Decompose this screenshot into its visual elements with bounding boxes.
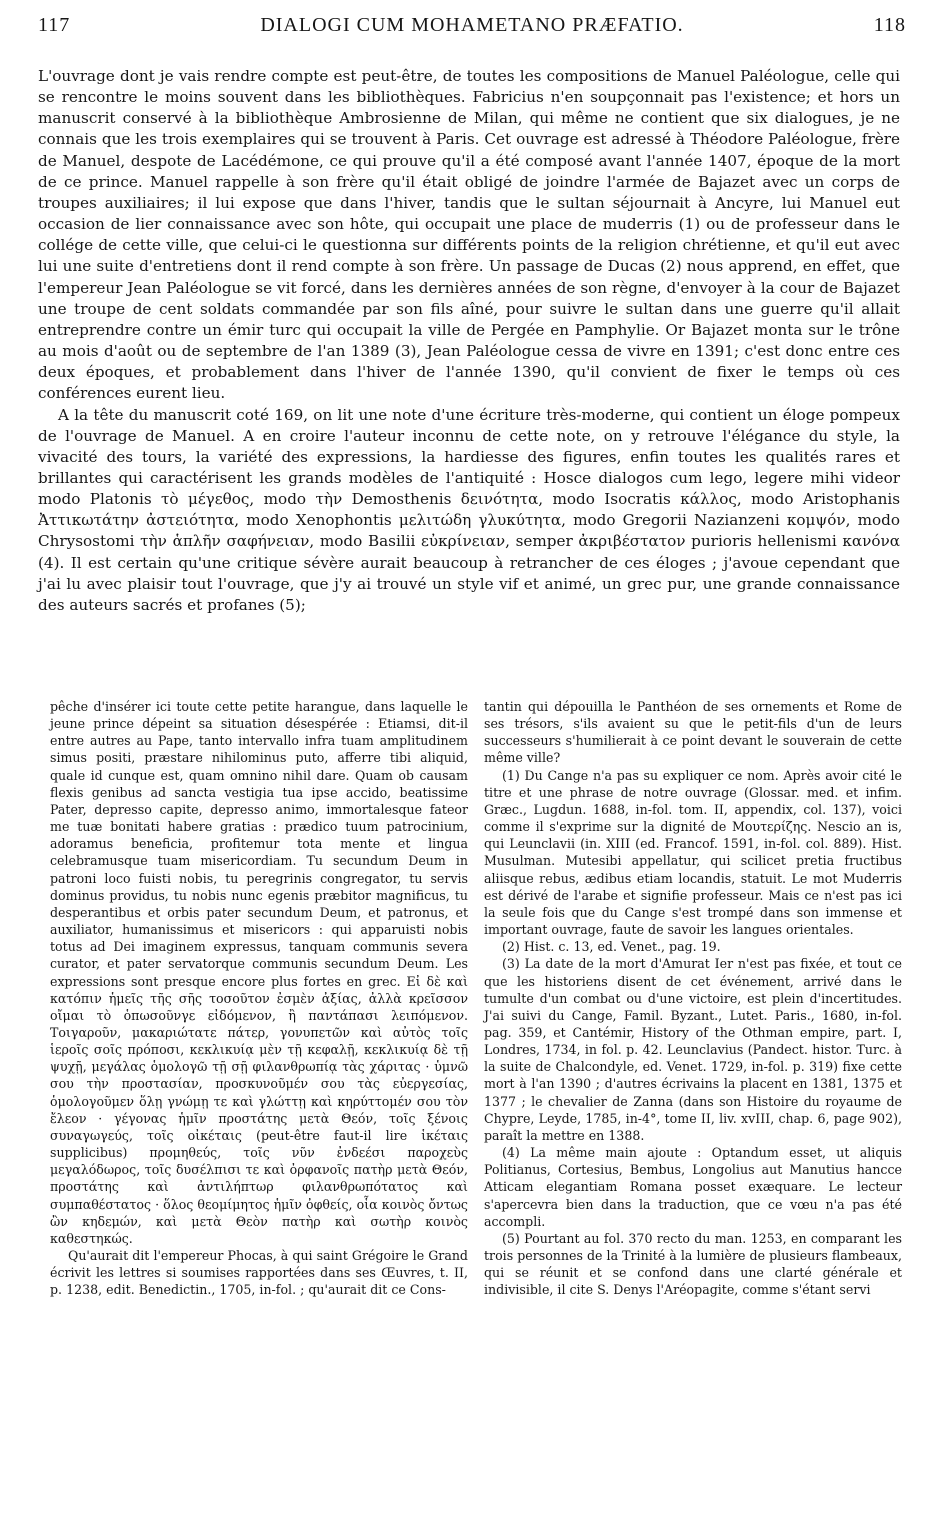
footnote-3: (3) La date de la mort d'Amurat Ier n'est pas fixée, et tout ce que les historiens disent de cet événement, arrivé dans le tumulte d'un combat ou d'une victoire, est plein d'incertitudes. J'ai suivi du Cange, Famil. Byzant., Lutet. Paris., 1680, in-fol. pag. 359, et Cantémir, History of the Othman empire, part. I, Londres, 1734, in fol. p. 42. Leunclavius (Pandect. histor. Turc. à la suite de Chalcondyle, ed. Venet. 1729, in-fol. p. 319) fixe cette mort à l'an 1390 ; d'autres écrivains la placent en 1381, 1375 et 1377 ; le chevalier de Zanna (dans son Histoire du royaume de Chypre, Leyde, 1785, in-4°, tome II, liv. xvIII, chap. 6, page 902), paraît la mettre en 1388. [484,956,902,1143]
footnote-5: (5) Pourtant au fol. 370 recto du man. 1253, en comparant les trois personnes de la Trinité à la lumière de plusieurs flambeaux, qui se réunit et se confond dans une clarté générale et indivisible, il cite S. Denys l'Aréopagite, comme s'étant servi [484,1230,902,1298]
right-page-number: 118 [873,14,906,36]
left-column-paragraph: Qu'aurait dit l'empereur Phocas, à qui saint Grégoire le Grand écrivit les lettres si soumises rapportées dans ses Œuvres, t. II, p. 1238, edit. Benedictin., 1705, in-fol. ; qu'aurait dit ce Cons- [50,1248,468,1298]
left-column [50,698,468,1298]
running-title: DIALOGI CUM MOHAMETANO PRÆFATIO. [260,14,684,36]
right-column [484,698,902,1298]
right-column-paragraph: tantin qui dépouilla le Panthéon de ses ornements et Rome de ses trésors, s'ils avaient su que le petit-fils d'un de leurs successeurs s'humilierait à ce point devant le souverain de cette même ville? [484,699,902,766]
footnote-4: (4) La même main ajoute : Optandum esset, ut aliquis Politianus, Cortesius, Bembus, Longolius aut Manutius hancce Atticam elegantiam Romana posset exæquare. Le lecteur s'apercevra bien dans la traduction, que ce vœu n'a pas été accompli. [484,1145,902,1229]
intro-paragraph: L'ouvrage dont je vais rendre compte est peut-être, de toutes les compositions de Manuel Paléologue, celle qui se rencontre le moins souvent dans les bibliothèques. Fabricius n'en soupçonnait pas l'existence; et hors un manuscrit conservé à la bibliothèque Ambrosienne de Milan, qui même ne contient que six dialogues, je ne connais que les trois exemplaires qui se trouvent à Paris. Cet ouvrage est adressé à Théodore Paléologue, frère de Manuel, despote de Lacédémone, ce qui prouve qu'il a été composé avant l'année 1407, époque de la mort de ce prince. Manuel rappelle à son frère qu'il était obligé de joindre l'armée de Bajazet avec un corps de troupes auxiliaires; il lui expose que dans l'hiver, tandis que le sultan séjournait à Ancyre, lui Manuel eut occasion de lier connaissance avec son hôte, qui occupait une place de muderris (1) ou de professeur dans le collége de cette ville, que celui-ci le questionna sur différents points de la religion chrétienne, et qu'il eut avec lui une suite d'entretiens dont il rend compte à son frère. Un passage de Ducas (2) nous apprend, en effet, que l'empereur Jean Paléologue se vit forcé, dans les dernières années de son règne, d'envoyer à la cour de Bajazet une troupe de cent soldats commandée par son fils aîné, pour suivre le sultan dans une guerre qu'il allait entreprendre contre un émir turc qui occupait la ville de Pergée en Pamphylie. Or Bajazet monta sur le trône au mois d'août ou de septembre de l'an 1389 (3), Jean Paléologue cessa de vivre en 1391; c'est donc entre ces deux époques, et probablement dans l'hiver de l'année 1390, qu'il convient de fixer le temps où ces conférences eurent lieu. [38,67,900,403]
intro-paragraph: A la tête du manuscrit coté 169, on lit une note d'une écriture très-moderne, qui contient un éloge pompeux de l'ouvrage de Manuel. A en croire l'auteur inconnu de cette note, on y retrouve l'élégance du style, la vivacité des tours, la variété des expressions, la hardiesse des figures, enfin toutes les qualités rares et brillantes qui caractérisent les grands modèles de l'antiquité : Hosce dialogos cum lego, legere mihi videor modo Platonis τὸ μέγεθος, modo τὴν Demosthenis δεινότητα, modo Isocratis κάλλος, modo Aristophanis Ἀττικωτάτην ἀστειότητα, modo Xenophontis μελιτώδη γλυκύτητα, modo Gregorii Nazianzeni κομψόν, modo Chrysostomi τὴν ἁπλῆν σαφήνειαν, modo Basilii εὐκρίνειαν, semper ἀκριβέστατον purioris hellenismi κανόνα (4). Il est certain qu'une critique sévère aurait beaucoup à retrancher de ces éloges ; j'avoue cependant que j'ai lu avec plaisir tout l'ouvrage, que j'y ai trouvé un style vif et animé, un grec pur, une grande connaissance des auteurs sacrés et profanes (5); [38,405,900,614]
left-column-paragraph: pêche d'insérer ici toute cette petite harangue, dans laquelle le jeune prince dépeint sa situation désespérée : Etiamsi, dit-il entre autres au Pape, tanto intervallo infra tuam amplitudinem simus positi, præstare nihilominus puto, afferre tibi aliquid, quale id cunque est, quam omnino nihil dare. Quam ob causam flexis genibus ad sancta vestigia tua ipse accido, beatissime Pater, depresso capite, depresso animo, immortalesque fateor me tuæ bonitati habere gratias : prædico tuum patrocinium, adoramus beneficia, profitemur tota mente et lingua celebramusque tuam misericordiam. Tu secundum Deum in patroni loco fuisti nobis, tu peregrinis congregator, tu servis dominus providus, tu nobis nunc egenis præbitor magnificus, tu desperantibus et orbis pater secundum Deum, et patronus, et auxiliator, humanissimus et misericors : qui apparuisti nobis totus ad Dei imaginem expressus, tanquam communis severa curator, et pater servatorque communis secundum Deum. Les expressions sont presque encore plus fortes en grec. Εἰ δὲ καὶ κατόπιν ἡμεῖς τῆς σῆς τοσοῦτον ἐσμὲν ἀξίας, ἀλλὰ κρεῖσσον οἴμαι τὸ ὁπωσοῦνγε εἰδόμενον, ἢ παντάπασι λειπόμενον. Τοιγαροῦν, μακαριώτατε πάτερ, γονυπετῶν καὶ αὐτὸς τοῖς ἱεροῖς σοῖς πρόποσι, κεκλικυίᾳ μὲν τῇ κεφαλῇ, κεκλικυίᾳ δὲ τῇ ψυχῇ, μεγάλας ὁμολογῶ τῇ σῇ φιλανθρωπίᾳ τὰς χάριτας · ὑμνῶ σου τὴν προστασίαν, προσκυνοῦμέν σου τὰς εὐεργεσίας, ὁμολογοῦμεν ὅλῃ γνώμῃ τε καὶ γλώττῃ καὶ κηρύττομέν σου τὸν ἔλεον · γέγονας ἡμῖν προστάτης μετὰ Θεόν, τοῖς ξένοις συναγωγεύς, τοῖς οἰκέταις (peut-être faut-il lire ἱκέταις supplicibus) προμηθεύς, τοῖς νῦν ἐνδεέσι παροχεὺς μεγαλόδωρος, τοῖς δυσέλπισι τε καὶ ὀρφανοῖς πατὴρ μετὰ Θεόν, προστάτης καὶ ἀντιλήπτωρ φιλανθρωπότατος καὶ συμπαθέστατος · ὅλος θεομίμητος ἡμῖν ὀφθείς, οἷα κοινὸς ὄντως ὢν κηδεμών, καὶ μετὰ Θεὸν πατὴρ καὶ σωτὴρ κοινὸς καθεστηκώς. [50,699,468,1246]
intro-text [38,66,900,616]
footnote-1: (1) Du Cange n'a pas su expliquer ce nom. Après avoir cité le titre et une phrase de notre ouvrage (Glossar. med. et infim. Græc., Lugdun. 1688, in-fol. tom. II, appendix, col. 137), voici comme il s'exprime sur la dignité de Μουτερίζης. Nescio an is, qui Leunclavii (in. XIII (ed. Francof. 1591, in-fol. col. 889). Hist. Musulman. Mutesibi appellatur, qui scilicet pretia fructibus aliisque rebus, ædibus etiam locandis, statuit. Le mot Muderris est dérivé de l'arabe et signifie professeur. Mais ce n'est pas ici la seule fois que du Cange s'est trompé dans son immense et important ouvrage, faute de savoir les langues orientales. [484,767,902,938]
left-page-number: 117 [38,14,71,36]
running-header [38,14,906,42]
footnote-2: (2) Hist. c. 13, ed. Venet., pag. 19. [502,939,721,955]
